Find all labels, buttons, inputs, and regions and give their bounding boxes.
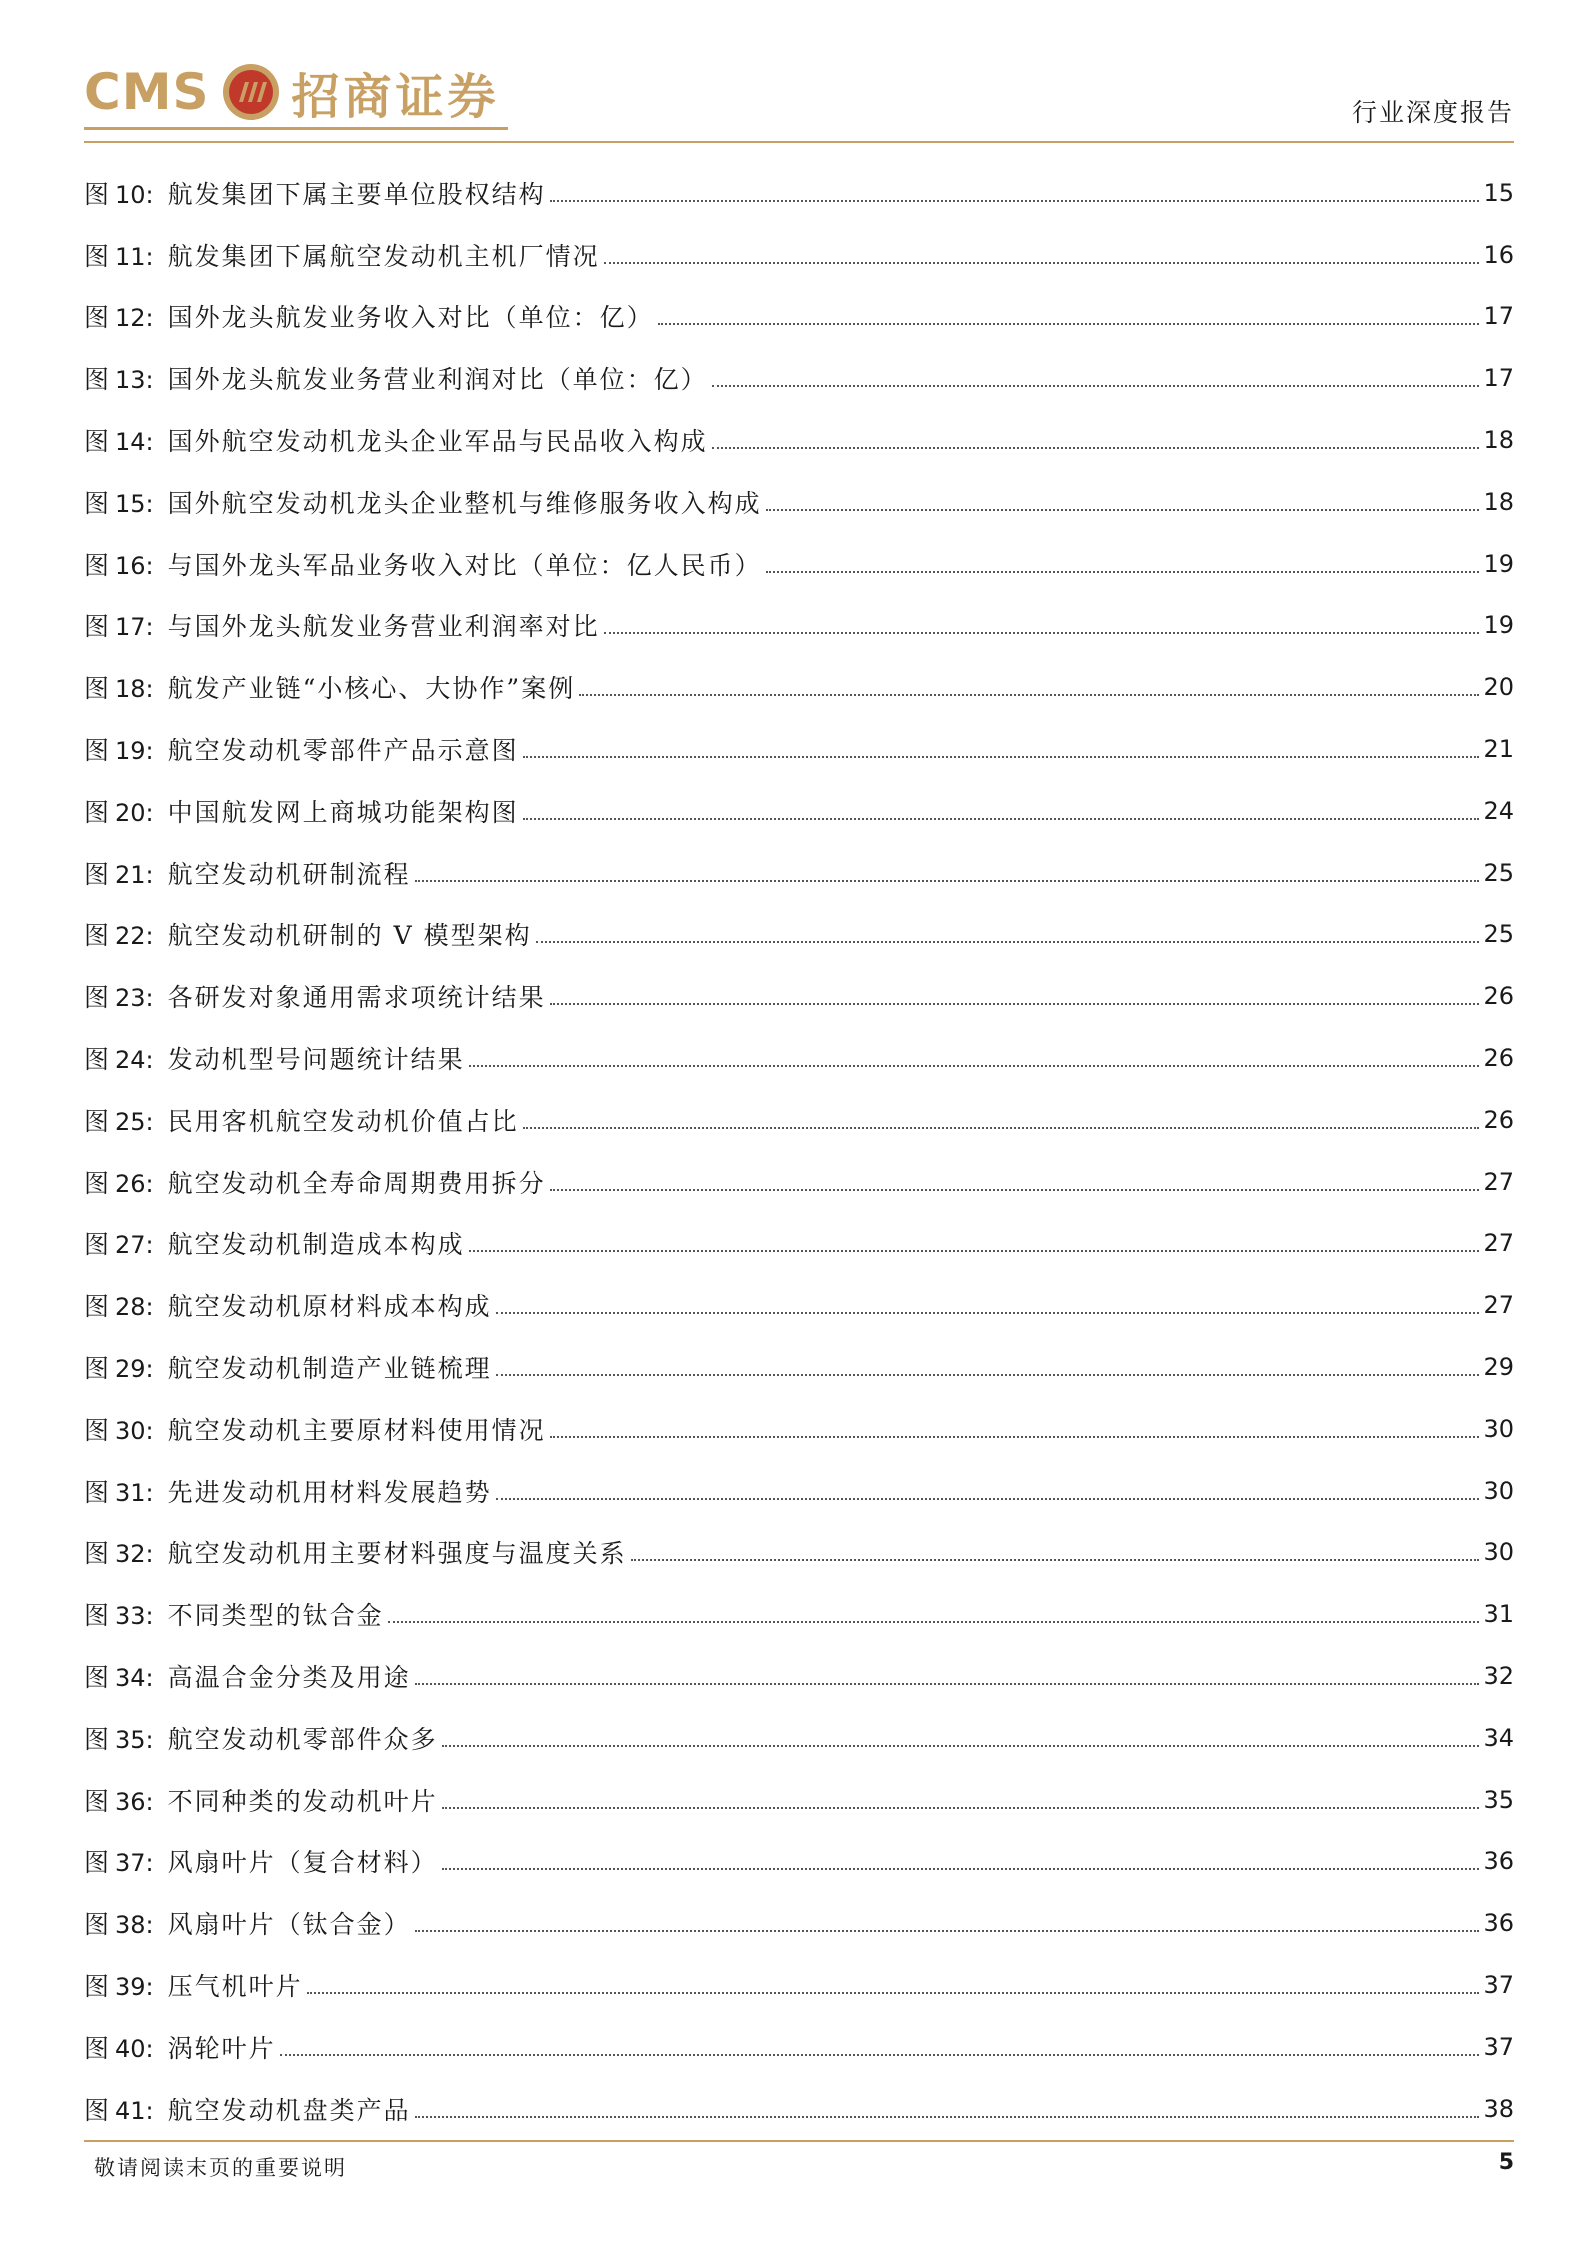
figure-number: 13: — [115, 366, 154, 395]
toc-entry-label[interactable] — [84, 175, 546, 211]
figure-prefix: 图 — [84, 488, 110, 518]
figure-number: 23: — [115, 984, 154, 1013]
dot-leader — [550, 1436, 1480, 1438]
toc-entry-label[interactable] — [84, 1349, 492, 1385]
dot-leader — [496, 1374, 1480, 1376]
toc-entry-label[interactable] — [84, 2029, 276, 2065]
toc-entry-label[interactable] — [84, 2091, 411, 2127]
figure-number: 35: — [115, 1725, 154, 1754]
toc-entry[interactable] — [84, 1831, 1514, 1893]
logo-latin-text: CMS — [84, 63, 210, 121]
dot-leader — [280, 2054, 1480, 2056]
dot-leader — [523, 756, 1480, 758]
figure-number: 32: — [115, 1540, 154, 1569]
figure-title: 航空发动机制造成本构成 — [167, 1230, 465, 1260]
figure-title: 航空发动机制造产业链梳理 — [167, 1354, 492, 1384]
toc-entry-label[interactable] — [84, 855, 411, 891]
toc-page-number[interactable]: 36 — [1483, 1847, 1514, 1876]
toc-page-number[interactable]: 30 — [1483, 1538, 1514, 1567]
dot-leader — [523, 1127, 1480, 1129]
figure-number: 34: — [115, 1664, 154, 1693]
figure-prefix: 图 — [84, 241, 110, 271]
toc-page-number[interactable]: 16 — [1483, 240, 1514, 269]
toc-entry-label[interactable] — [84, 1967, 303, 2003]
toc-entry[interactable] — [84, 718, 1514, 780]
toc-entry[interactable] — [84, 1274, 1514, 1336]
toc-page-number[interactable]: 25 — [1483, 920, 1514, 949]
dot-leader — [631, 1559, 1480, 1561]
figure-prefix: 图 — [84, 1786, 110, 1816]
figure-number: 39: — [115, 1973, 154, 2001]
figure-number: 31: — [115, 1478, 154, 1507]
toc-entry[interactable] — [84, 1089, 1514, 1151]
toc-entry-label[interactable] — [84, 793, 519, 829]
dot-leader — [415, 1683, 1480, 1685]
toc-entry[interactable] — [84, 471, 1514, 533]
toc-entry-label[interactable] — [84, 1596, 384, 1632]
toc-entry[interactable] — [84, 1583, 1514, 1645]
figure-number: 19: — [115, 737, 154, 766]
dot-leader — [388, 1621, 1480, 1623]
figure-title: 航发集团下属主要单位股权结构 — [167, 179, 546, 209]
figure-title: 航发产业链“小核心、大协作”案例 — [167, 674, 576, 704]
figure-number: 41: — [115, 2096, 154, 2125]
figure-number: 27: — [115, 1231, 154, 1260]
report-type-label: 行业深度报告 — [1351, 98, 1514, 127]
figure-title: 国外龙头航发业务营业利润对比（单位：亿） — [167, 365, 708, 395]
figure-prefix: 图 — [84, 1848, 110, 1878]
cms-emblem-icon — [221, 62, 281, 122]
toc-entry[interactable] — [84, 1027, 1514, 1089]
toc-page-number[interactable]: 19 — [1483, 549, 1514, 578]
dot-leader — [712, 447, 1480, 449]
figure-number: 36: — [115, 1787, 154, 1816]
dot-leader — [307, 1992, 1480, 1994]
toc-entry[interactable] — [84, 656, 1514, 718]
figure-title: 国外航空发动机龙头企业整机与维修服务收入构成 — [167, 488, 762, 518]
figure-prefix: 图 — [84, 1539, 110, 1569]
toc-entry[interactable] — [84, 1645, 1514, 1707]
figure-number: 29: — [115, 1355, 154, 1384]
figure-title: 与国外龙头航发业务营业利润率对比 — [167, 612, 600, 642]
figure-number: 12: — [115, 304, 154, 333]
toc-entry-label[interactable] — [84, 1225, 465, 1261]
figure-prefix: 图 — [84, 2095, 110, 2125]
toc-entry-label[interactable] — [84, 978, 546, 1014]
figure-prefix: 图 — [84, 1168, 110, 1198]
figure-title: 航空发动机原材料成本构成 — [167, 1292, 492, 1322]
table-of-figures — [84, 162, 1514, 2140]
figure-title: 不同种类的发动机叶片 — [167, 1786, 438, 1816]
toc-entry[interactable] — [84, 1769, 1514, 1831]
figure-prefix: 图 — [84, 550, 110, 580]
figure-title: 国外龙头航发业务收入对比（单位：亿） — [167, 303, 654, 333]
dot-leader — [550, 1003, 1480, 1005]
toc-page-number[interactable]: 29 — [1483, 1353, 1514, 1382]
toc-entry[interactable] — [84, 162, 1514, 224]
figure-title: 航空发动机全寿命周期费用拆分 — [167, 1168, 546, 1198]
footer-divider — [84, 2140, 1514, 2142]
figure-prefix: 图 — [84, 983, 110, 1013]
figure-prefix: 图 — [84, 1972, 110, 2001]
toc-page-number[interactable]: 30 — [1483, 1414, 1514, 1443]
toc-entry[interactable] — [84, 1522, 1514, 1584]
page-number: 5 — [1498, 2150, 1514, 2175]
figure-title: 航空发动机零部件众多 — [167, 1724, 438, 1754]
toc-page-number[interactable]: 18 — [1483, 426, 1514, 455]
figure-prefix: 图 — [84, 427, 110, 457]
toc-entry[interactable] — [84, 595, 1514, 657]
toc-page-number[interactable]: 31 — [1483, 1600, 1514, 1629]
figure-prefix: 图 — [84, 1354, 110, 1384]
figure-title: 涡轮叶片 — [167, 2033, 276, 2063]
dot-leader — [469, 1065, 1480, 1067]
figure-title: 航发集团下属航空发动机主机厂情况 — [167, 241, 600, 271]
dot-leader — [469, 1250, 1480, 1252]
toc-entry-label[interactable] — [84, 731, 519, 767]
figure-title: 国外航空发动机龙头企业军品与民品收入构成 — [167, 427, 708, 457]
toc-entry[interactable] — [84, 965, 1514, 1027]
cms-logo — [84, 59, 499, 125]
toc-entry[interactable] — [84, 1892, 1514, 1954]
toc-page-number[interactable]: 27 — [1483, 1167, 1514, 1196]
toc-entry-label[interactable] — [84, 1287, 492, 1323]
toc-page-number[interactable]: 34 — [1483, 1723, 1514, 1752]
figure-number: 28: — [115, 1293, 154, 1322]
figure-number: 18: — [115, 675, 154, 704]
toc-entry-label[interactable] — [84, 546, 762, 582]
figure-prefix: 图 — [84, 179, 110, 209]
figure-number: 24: — [115, 1046, 154, 1075]
figure-title: 先进发动机用材料发展趋势 — [167, 1477, 492, 1507]
toc-entry-label[interactable] — [84, 1164, 546, 1200]
toc-page-number[interactable]: 38 — [1483, 2094, 1514, 2123]
toc-entry-label[interactable] — [84, 1843, 438, 1879]
figure-number: 16: — [115, 551, 154, 580]
figure-title: 航空发动机研制流程 — [167, 859, 411, 889]
toc-entry-label[interactable] — [84, 298, 654, 334]
figure-title: 发动机型号问题统计结果 — [167, 1045, 465, 1075]
figure-title: 航空发动机盘类产品 — [167, 2095, 411, 2125]
figure-number: 21: — [115, 860, 154, 889]
toc-entry-label[interactable] — [84, 237, 600, 273]
figure-prefix: 图 — [84, 365, 110, 395]
toc-page-number[interactable]: 19 — [1483, 611, 1514, 640]
figure-prefix: 图 — [84, 921, 110, 951]
figure-number: 20: — [115, 798, 154, 827]
figure-prefix: 图 — [84, 859, 110, 889]
figure-number: 38: — [115, 1911, 154, 1940]
figure-number: 25: — [115, 1107, 154, 1136]
toc-page-number[interactable]: 21 — [1483, 735, 1514, 764]
figure-number: 17: — [115, 613, 154, 642]
toc-entry[interactable] — [84, 842, 1514, 904]
toc-entry[interactable] — [84, 904, 1514, 966]
dot-leader — [496, 1498, 1480, 1500]
toc-page-number[interactable]: 32 — [1483, 1662, 1514, 1691]
figure-title: 风扇叶片（复合材料） — [167, 1848, 438, 1878]
figure-title: 高温合金分类及用途 — [167, 1663, 411, 1693]
toc-page-number[interactable]: 20 — [1483, 673, 1514, 702]
toc-page-number[interactable]: 18 — [1483, 487, 1514, 516]
figure-number: 33: — [115, 1602, 154, 1631]
dot-leader — [442, 1745, 1480, 1747]
toc-entry-label[interactable] — [84, 669, 575, 705]
toc-page-number[interactable]: 26 — [1483, 1044, 1514, 1073]
dot-leader — [536, 941, 1480, 943]
figure-prefix: 图 — [84, 1292, 110, 1322]
toc-entry-label[interactable] — [84, 422, 708, 458]
logo-underline — [84, 127, 508, 130]
footer-note: 敬请阅读末页的重要说明 — [94, 2156, 347, 2180]
toc-entry[interactable] — [84, 1954, 1514, 2016]
figure-prefix: 图 — [84, 1106, 110, 1136]
toc-page-number[interactable]: 36 — [1483, 1909, 1514, 1938]
toc-page-number[interactable]: 26 — [1483, 1105, 1514, 1134]
figure-title: 航空发动机用主要材料强度与温度关系 — [167, 1539, 627, 1569]
toc-entry-label[interactable] — [84, 1102, 519, 1138]
figure-prefix: 图 — [84, 303, 110, 333]
toc-page-number[interactable]: 15 — [1483, 178, 1514, 207]
toc-entry-label[interactable] — [84, 916, 532, 952]
figure-number: 10: — [115, 180, 154, 209]
toc-entry[interactable] — [84, 2016, 1514, 2078]
toc-entry-label[interactable] — [84, 360, 708, 396]
figure-title: 各研发对象通用需求项统计结果 — [167, 983, 546, 1013]
figure-number: 37: — [115, 1849, 154, 1878]
figure-title: 航空发动机研制的 V 模型架构 — [167, 921, 532, 951]
dot-leader — [415, 1930, 1480, 1932]
toc-page-number[interactable]: 27 — [1483, 1291, 1514, 1320]
toc-page-number[interactable]: 26 — [1483, 982, 1514, 1011]
toc-page-number[interactable]: 25 — [1483, 858, 1514, 887]
figure-number: 30: — [115, 1416, 154, 1445]
toc-page-number[interactable]: 17 — [1483, 302, 1514, 331]
dot-leader — [766, 571, 1480, 573]
logo-chinese-text: 招商证券 — [291, 68, 500, 125]
dot-leader — [550, 1189, 1480, 1191]
figure-number: 26: — [115, 1169, 154, 1198]
dot-leader — [604, 632, 1480, 634]
toc-entry-label[interactable] — [84, 1658, 411, 1694]
toc-page-number[interactable]: 37 — [1483, 2032, 1514, 2061]
dot-leader — [579, 694, 1479, 696]
toc-entry-label[interactable] — [84, 1782, 438, 1818]
figure-prefix: 图 — [84, 797, 110, 827]
page-header — [84, 55, 1514, 145]
dot-leader — [415, 2116, 1480, 2118]
toc-entry[interactable] — [84, 533, 1514, 595]
toc-entry[interactable] — [84, 1460, 1514, 1522]
dot-leader — [712, 385, 1480, 387]
figure-prefix: 图 — [84, 1724, 110, 1754]
dot-leader — [523, 818, 1480, 820]
dot-leader — [442, 1807, 1480, 1809]
dot-leader — [496, 1312, 1480, 1314]
toc-entry-label[interactable] — [84, 1905, 411, 1941]
toc-entry[interactable] — [84, 1151, 1514, 1213]
toc-entry-label[interactable] — [84, 1720, 438, 1756]
toc-page-number[interactable]: 37 — [1483, 1971, 1514, 1999]
figure-prefix: 图 — [84, 1415, 110, 1445]
figure-prefix: 图 — [84, 1601, 110, 1631]
figure-title: 航空发动机主要原材料使用情况 — [167, 1415, 546, 1445]
toc-page-number[interactable]: 27 — [1483, 1229, 1514, 1258]
toc-entry-label[interactable] — [84, 1411, 546, 1447]
toc-page-number[interactable]: 35 — [1483, 1785, 1514, 1814]
header-divider — [84, 141, 1514, 143]
dot-leader — [415, 880, 1480, 882]
toc-entry-label[interactable] — [84, 1473, 492, 1509]
toc-entry[interactable] — [84, 286, 1514, 348]
figure-prefix: 图 — [84, 674, 110, 704]
figure-prefix: 图 — [84, 736, 110, 766]
figure-number: 22: — [115, 922, 154, 951]
figure-title: 与国外龙头军品业务收入对比（单位：亿人民币） — [167, 550, 762, 580]
toc-entry[interactable] — [84, 1398, 1514, 1460]
dot-leader — [442, 1868, 1480, 1870]
dot-leader — [766, 509, 1480, 511]
figure-prefix: 图 — [84, 1910, 110, 1940]
figure-prefix: 图 — [84, 1045, 110, 1075]
toc-entry-label[interactable] — [84, 1534, 627, 1570]
figure-prefix: 图 — [84, 1663, 110, 1693]
toc-entry[interactable] — [84, 347, 1514, 409]
toc-entry[interactable] — [84, 1336, 1514, 1398]
figure-prefix: 图 — [84, 2033, 110, 2063]
figure-number: 11: — [115, 242, 154, 271]
dot-leader — [658, 323, 1480, 325]
toc-page-number[interactable]: 17 — [1483, 364, 1514, 393]
figure-title: 中国航发网上商城功能架构图 — [167, 797, 519, 827]
figure-title: 压气机叶片 — [167, 1972, 303, 2001]
figure-title: 航空发动机零部件产品示意图 — [167, 736, 519, 766]
figure-prefix: 图 — [84, 612, 110, 642]
figure-title: 风扇叶片（钛合金） — [167, 1910, 411, 1940]
figure-title: 不同类型的钛合金 — [167, 1601, 384, 1631]
toc-entry[interactable] — [84, 409, 1514, 471]
dot-leader — [604, 262, 1480, 264]
toc-entry-label[interactable] — [84, 484, 762, 520]
toc-page-number[interactable]: 30 — [1483, 1476, 1514, 1505]
figure-number: 15: — [115, 489, 154, 518]
figure-prefix: 图 — [84, 1477, 110, 1507]
toc-entry[interactable] — [84, 1213, 1514, 1275]
figure-number: 40: — [115, 2034, 154, 2063]
toc-entry-label[interactable] — [84, 607, 600, 643]
figure-prefix: 图 — [84, 1230, 110, 1260]
toc-page-number[interactable]: 24 — [1483, 796, 1514, 825]
figure-number: 14: — [115, 428, 154, 457]
toc-entry[interactable] — [84, 224, 1514, 286]
toc-entry[interactable] — [84, 780, 1514, 842]
toc-entry[interactable] — [84, 1707, 1514, 1769]
figure-title: 民用客机航空发动机价值占比 — [167, 1106, 519, 1136]
toc-entry-label[interactable] — [84, 1040, 465, 1076]
dot-leader — [550, 200, 1480, 202]
toc-entry[interactable] — [84, 2078, 1514, 2140]
